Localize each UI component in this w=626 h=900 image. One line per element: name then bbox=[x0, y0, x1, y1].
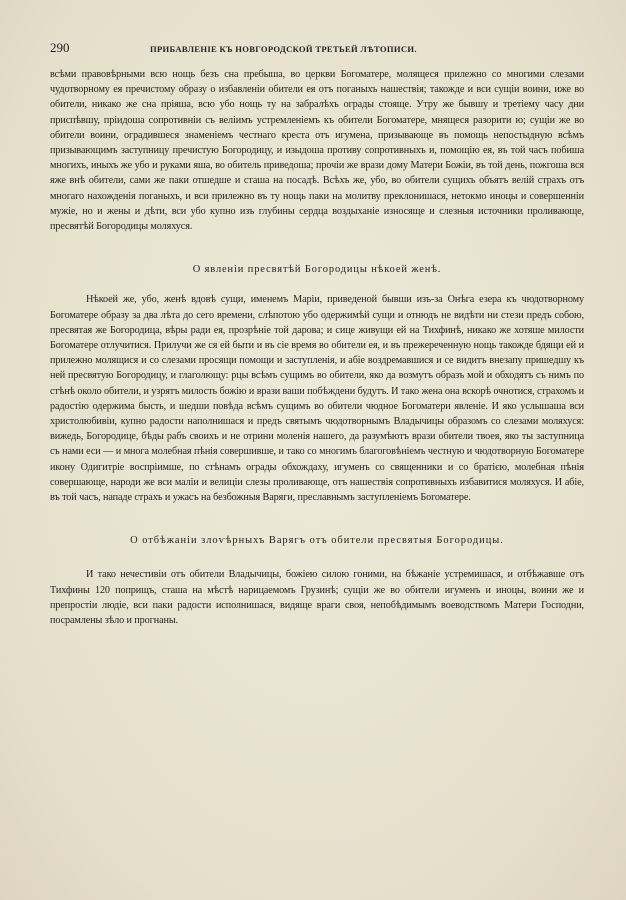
paragraph-apparition: Нѣкоей же, убо, женѣ вдовѣ сущи, именемъ Маріи, приведеной бывши изъ-за Онѣга езера къ чюдотворному Богоматере образу за два лѣта до сего времени, слѣпотою убо одержимѣй сущи и отнюдъ не видѣти ни стези предъ собою, пресвятая же Богородица, вѣры ради ея, прозрѣніе той дарова; и сице живущи ей на Тихфинѣ, никако же хотяше милости Богоматере отлучитися. Прилучи же ся ей быти и въ сіе время во обители ея, и въ прежереченную нощь такожде бдящи ей и прилежно молящися и со слезами просящи помощи и заступленія, и абіе воздремавшися и се видитъ внезапу пришедшу къ ней пресвятую Богородицу, и глаголющу: рцы всѣмъ сущимъ во обители, яко да возмутъ образъ мой и обходятъ съ нимъ по стѣнѣ около обители, и узрятъ милость божію и врази ваши побѣждени будутъ. И тако жена она вскорѣ очнотися, страхомъ и радостію одержима бысть, и шедши повѣда всѣмъ сущимъ во обители чюдное Богоматери явленіе. И яко услышаша вси христолюбивіи, купно радости наполнишася и предъ святымъ чюдотворнымъ Владычицы образомъ со слезами моляхуся: вижедь, Богородице, бѣды рабъ своихъ и не отрини моленія нашего, да разумѣютъ врази обители твоея, яко ты заступница съ нами еси — и многа молебная пѣнія совершивше, и тако со многимъ благоговѣніемъ честную и чюдотворную Богоматере икону Одигитріе воспріимше, по стѣнамъ ограды обхождаху, игуменъ со священники и со братією, молебная пѣнія совершающе, народи же вси малiи и велицiи слезы проливающе, отъ нашествія сопротивныхъ избавитися моляхуся. И абіе, въ той часъ, нападе страхъ и ужасъ на безбожныя Варяги, преславнымъ заступленіемъ Богоматере. bbox=[50, 294, 584, 504]
section-title-apparition: О явленіи пресвятѣй Богородицы нѣкоей женѣ. bbox=[192, 264, 442, 276]
paragraph-flight: И тако нечестивіи отъ обители Владычицы, божіею силою гоними, на бѣжаніе устремишася, и отбѣжавше отъ Тихфины 120 поприщъ, сташа на мѣстѣ нарицаемомъ Грузинѣ; сущіи же во обители игуменъ и иноцы, воини же и препростіи людіе, вси паки радости исполнишася, видяще враги своя, непобѣдимымъ воеводствомъ Матери Господни, посрамлены зѣло и прогнаны. bbox=[50, 569, 584, 627]
paragraph-continued: всѣми правовѣрными всю нощь безъ сна пребыша, во церкви Богоматере, молящеся прилежно со многими слезами чудотворному ея пречистому образу о избавленіи обители ея отъ поганыхъ нашествія; такожде и вси сущіи воини, иже во обители, никако же сна пріяша, всю убо нощь ту на забралѣхъ ограды стояще. Утру же бывшу и третіему часу дни приспѣвшу, пріидоша сопротивніи съ велiимъ устремленіемъ къ обители Богоматере, мнящеся разорити ю; сущіи же во обители воини, оградившеся знаменіемъ честнаго креста отъ игумена, призывающе въ помощь непостыдную всѣмъ призывающимъ заступницу пречистую Богородицу, и изыдоша противу сопротивныхъ и, помощію ея, въ той часъ побиша многихъ, иныхъ же убо и руками яша, во обитель приведоша; прочіи же врази дому Матери Божіи, въ той день, пожгоша вся яже внѣ обители, сами же паки отшедше и сташа на посадѣ. Всѣхъ же, убо, во обители сущихъ объятъ велій страхъ отъ многаго нахожденія поганыхъ, и вси прилежно въ ту нощь паки на молитву преклонишася, нетокмо иноцы и совершенніи мужіе, но и жены и дѣти, вси убо купно изъ глубины сердца воздыханіе износяще и слезныя источники проливающе, пресвятѣй Богородицы моляхуся. bbox=[50, 69, 584, 233]
page-body bbox=[50, 67, 584, 628]
running-head: ПРИБАВЛЕНІЕ КЪ НОВГОРОДСКОЙ ТРЕТЬЕЙ ЛѢТОПИСИ. bbox=[150, 44, 417, 54]
section-title-flight: О отбѣжаніи злоѵѣрныхъ Варягъ отъ обители пресвятыя Богородицы. bbox=[130, 535, 504, 547]
page-number: 290 bbox=[50, 40, 70, 55]
page-header bbox=[50, 40, 584, 60]
